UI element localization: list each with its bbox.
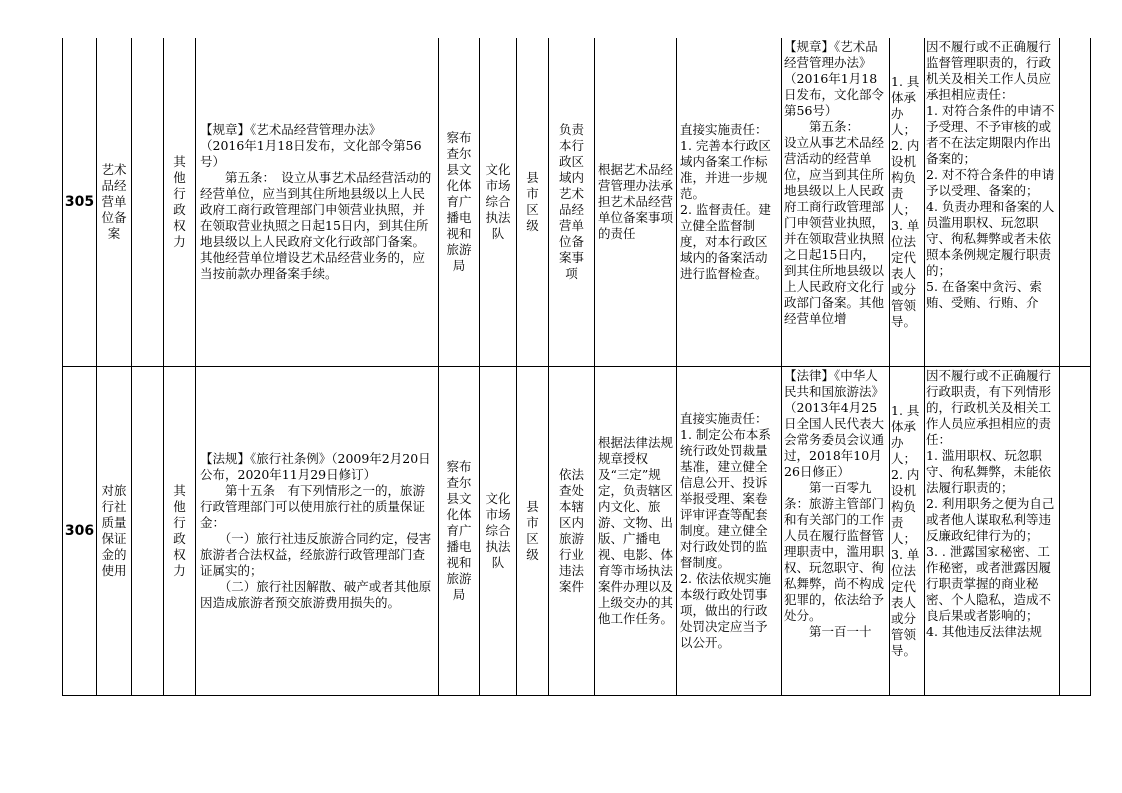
accountability-basis: 【规章】《艺术品经营管理办法》（2016年1月18日发布，文化部令第56号） 第五条： 设立从事艺术品经营活动的经营单位，应当到其住所地县级以上人民政府工商行政管理部门申领营业执照，并在领取营业执照之日起15日内，到其住所地县级以上人民政府文化行政部门备案。其他经营单位增 [784,39,885,326]
table-border-bottom [62,695,1091,696]
liability-clause: 因不履行或不正确履行行政职责，有下列情形的，行政机关及相关工作人员应承担相应的责任： 1. 滥用职权、玩忽职守、徇私舞弊，未能依法履行职责的； 2. 利用职务之便为自己或者他人谋取私利等违反廉政纪律行为的； 3. . 泄露国家秘密、工作秘密，或者泄露因履行职责掌握的商业秘密、个人隐私，造成不良后果或者影响的； 4. 其他违反法律法规 [926,368,1055,639]
column-divider [195,38,196,696]
responsibility-matter: 根据法律法规规章授权及“三定”规定，负责辖区内文化、旅游、文物、出版、广播电视、电影、体育等市场执法案件办理以及上级交办的其他工作任务。 [598,435,674,626]
responsible-subjects: 1. 具 体承 办人； 2. 内 设机 构负 责人； 3. 单 位法 定代 表人 或分 管领 导。 [891,74,920,329]
table-border-right [1090,38,1091,696]
item-name: 对旅 行社 质量 保证 金的 使用 [101,483,127,578]
liability-clause: 因不履行或不正确履行监督管理职责的，行政机关及相关工作人员应承担相应责任： 1. 对符合条件的申请不予受理、不予审核的或者不在法定期限内作出备案的； 2. 对不符合条件的申请予以受理、备案的； 4. 负责办理和备案的人员滥用职权、玩忽职守、徇私舞弊或者未依照本条例规定履行职责的； 5. 在备案中贪污、索贿、受贿、行贿、介 [926,39,1055,310]
responsible-department: 察布 查尔 县文 化体 育广 播电 视和 旅游 局 [446,459,472,602]
accountability-basis: 【法律】《中华人民共和国旅游法》（2013年4月25日全国人民代表大会常务委员会议通过，2018年10月26日修正） 第一百零九条：旅游主管部门和有关部门的工作人员在履行监督管理职责中，滥用职权、玩忽职守、徇私舞弊，尚不构成犯罪的，依法给予处分。 第一百一十 [784,368,885,639]
column-divider [1059,38,1060,696]
item-name: 艺术 品经 营单 位备 案 [101,162,127,241]
power-type: 其 他 行 政 权 力 [173,154,186,249]
legal-basis: 【规章】《艺术品经营管理办法》 （2016年1月18日发布，文化部令第56号） 第五条： 设立从事艺术品经营活动的经营单位，应当到其住所地县级以上人民政府工商行政管理部门申领营业执照，并在领取营业执照之日起15日内，到其住所地县级以上人民政府文化行政部门备案。其他经营单位增设艺术品经营业务的，应当按前款办理备案手续。 [200,122,432,281]
power-scope: 依法 查处 本辖 区内 旅游 行业 违法 案件 [558,467,584,594]
row-number: 306 [64,523,95,539]
power-type: 其 他 行 政 权 力 [173,483,186,578]
responsibility-matter: 根据艺术品经营管理办法承担艺术品经营单位备案事项的责任 [598,162,674,241]
responsibility-detail: 直接实施责任： 1. 完善本行政区域内备案工作标准，并进一步规范。 2. 监督责任。建立健全监督制度，对本行政区域内的备案活动进行监督检查。 [680,122,771,281]
column-divider [924,38,925,696]
legal-basis: 【法规】《旅行社条例》（2009年2月20日公布，2020年11月29日修订） 第十五条 有下列情形之一的，旅游行政管理部门可以使用旅行社的质量保证金： （一）旅行社违反旅游合同约定，侵害旅游者合法权益，经旅游行政管理部门查证属实的； （二）旅行社因解散、破产或者其他原因造成旅游者预交旅游费用损失的。 [200,451,432,610]
implementing-unit: 文化 市场 综合 执法 队 [485,162,511,241]
column-divider [889,38,890,696]
column-divider [131,38,132,696]
responsible-department: 察布 查尔 县文 化体 育广 播电 视和 旅游 局 [446,130,472,273]
column-divider [594,38,595,696]
row-number: 305 [64,194,95,210]
responsible-subjects: 1. 具 体承 办人； 2. 内 设机 构负 责人； 3. 单 位法 定代 表人 或分 管领 导。 [891,403,920,658]
implementing-unit: 文化 市场 综合 执法 队 [485,491,511,570]
responsibility-detail: 直接实施责任： 1. 制定公布本系统行政处罚裁量基准，建立健全信息公开、投诉举报受理、案卷评审评查等配套制度。建立健全对行政处罚的监督制度。 2. 依法依规实施本级行政处罚事项，做出的行政处罚决定应当予以公开。 [680,411,771,650]
administrative-level: 县 市 区 级 [526,499,539,562]
column-divider [676,38,677,696]
administrative-level: 县 市 区 级 [526,170,539,233]
power-scope: 负责 本行 政区 域内 艺术 品经 营单 位备 案事 项 [558,122,584,281]
column-divider [781,38,782,696]
